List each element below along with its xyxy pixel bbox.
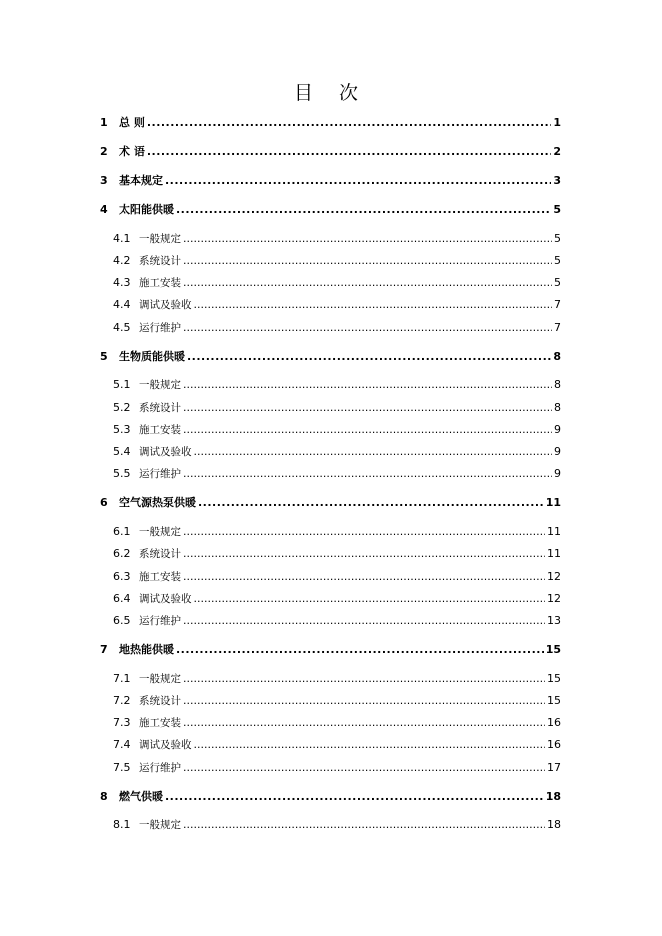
toc-entry-section[interactable]: [113, 524, 561, 540]
toc-entry-section[interactable]: [113, 444, 561, 460]
toc-entry-section[interactable]: [113, 613, 561, 629]
dot-leader: [194, 297, 553, 313]
dot-leader: [183, 275, 552, 291]
entry-number: 6.2: [113, 547, 131, 560]
dot-leader: [183, 569, 545, 585]
entry-page-number: 5: [554, 232, 561, 245]
page-title: 目 次: [293, 82, 369, 104]
toc-entry-section[interactable]: [113, 546, 561, 562]
toc-entry-section[interactable]: [113, 817, 561, 833]
toc-entry-section[interactable]: [113, 569, 561, 585]
toc-entry-section[interactable]: [113, 231, 561, 247]
dot-leader: [187, 349, 551, 365]
entry-number: 5.2: [113, 401, 131, 414]
entry-title: 施工安装: [139, 424, 181, 436]
dot-leader: [183, 546, 545, 562]
entry-page-number: 7: [554, 321, 561, 334]
entry-title: 调试及验收: [139, 593, 192, 605]
entry-number: 7.5: [113, 761, 131, 774]
toc-entry-section[interactable]: [113, 275, 561, 291]
entry-number: 7.3: [113, 716, 131, 729]
dot-leader: [183, 671, 545, 687]
entry-title: 运行维护: [139, 762, 181, 774]
dot-leader: [198, 495, 544, 511]
entry-title: 调试及验收: [139, 739, 192, 751]
entry-page-number: 2: [553, 145, 561, 158]
entry-page-number: 15: [545, 643, 561, 656]
entry-page-number: 11: [547, 547, 561, 560]
dot-leader: [147, 144, 552, 160]
entry-number: 7.1: [113, 672, 131, 685]
toc-entry-section[interactable]: [113, 693, 561, 709]
entry-page-number: 13: [547, 614, 561, 627]
entry-page-number: 11: [547, 525, 561, 538]
entry-number: 8.1: [113, 818, 131, 831]
toc-entry-chapter[interactable]: [100, 115, 561, 131]
entry-number: 5.4: [113, 445, 131, 458]
toc-entry-chapter[interactable]: [100, 349, 561, 365]
toc-entry-section[interactable]: [113, 737, 561, 753]
entry-number: 6.4: [113, 592, 131, 605]
entry-number: 6.5: [113, 614, 131, 627]
entry-title: 空气源热泵供暖: [119, 496, 196, 509]
entry-title: 系统设计: [139, 548, 181, 560]
dot-leader: [183, 231, 552, 247]
toc-entry-section[interactable]: [113, 377, 561, 393]
entry-page-number: 16: [547, 716, 561, 729]
entry-title: 运行维护: [139, 322, 181, 334]
toc-entry-section[interactable]: [113, 591, 561, 607]
toc-entry-section[interactable]: [113, 422, 561, 438]
entry-number: 5: [100, 350, 108, 363]
entry-number: 7: [100, 643, 108, 656]
entry-number: 5.3: [113, 423, 131, 436]
entry-page-number: 7: [554, 298, 561, 311]
entry-number: 4.1: [113, 232, 131, 245]
toc-entry-section[interactable]: [113, 253, 561, 269]
entry-page-number: 8: [553, 350, 561, 363]
entry-page-number: 18: [547, 818, 561, 831]
dot-leader: [183, 760, 545, 776]
entry-page-number: 9: [554, 467, 561, 480]
entry-title: 施工安装: [139, 277, 181, 289]
entry-page-number: 8: [554, 378, 561, 391]
toc-entry-chapter[interactable]: [100, 789, 561, 805]
toc-entry-section[interactable]: [113, 466, 561, 482]
dot-leader: [176, 642, 544, 658]
dot-leader: [183, 377, 552, 393]
toc-entry-chapter[interactable]: [100, 642, 561, 658]
entry-number: 5.5: [113, 467, 131, 480]
entry-number: 4.4: [113, 298, 131, 311]
entry-title: 一般规定: [139, 673, 181, 685]
entry-number: 4: [100, 203, 108, 216]
entry-title: 一般规定: [139, 233, 181, 245]
entry-number: 4.5: [113, 321, 131, 334]
toc-entry-section[interactable]: [113, 715, 561, 731]
entry-title: 运行维护: [139, 468, 181, 480]
entry-number: 6.3: [113, 570, 131, 583]
entry-page-number: 8: [554, 401, 561, 414]
dot-leader: [183, 524, 545, 540]
toc-entry-section[interactable]: [113, 320, 561, 336]
entry-page-number: 16: [547, 738, 561, 751]
dot-leader: [183, 253, 552, 269]
dot-leader: [194, 737, 546, 753]
entry-title: 一般规定: [139, 819, 181, 831]
entry-title: 太阳能供暖: [119, 203, 174, 216]
entry-number: 6.1: [113, 525, 131, 538]
entry-page-number: 12: [547, 570, 561, 583]
entry-page-number: 5: [554, 276, 561, 289]
entry-title: 调试及验收: [139, 299, 192, 311]
dot-leader: [183, 422, 552, 438]
entry-title: 系统设计: [139, 402, 181, 414]
dot-leader: [183, 693, 545, 709]
entry-number: 3: [100, 174, 108, 187]
entry-page-number: 18: [545, 790, 561, 803]
dot-leader: [194, 444, 553, 460]
entry-number: 7.4: [113, 738, 131, 751]
entry-number: 4.2: [113, 254, 131, 267]
entry-title: 总 则: [119, 116, 145, 129]
entry-title: 调试及验收: [139, 446, 192, 458]
entry-title: 施工安装: [139, 571, 181, 583]
entry-title: 系统设计: [139, 695, 181, 707]
dot-leader: [194, 591, 546, 607]
dot-leader: [183, 613, 545, 629]
entry-number: 7.2: [113, 694, 131, 707]
dot-leader: [165, 173, 551, 189]
dot-leader: [176, 202, 551, 218]
dot-leader: [165, 789, 544, 805]
dot-leader: [183, 400, 552, 416]
entry-title: 基本规定: [119, 174, 163, 187]
toc-entry-section[interactable]: [113, 671, 561, 687]
entry-page-number: 11: [545, 496, 561, 509]
entry-number: 8: [100, 790, 108, 803]
entry-title: 系统设计: [139, 255, 181, 267]
toc-entry-chapter[interactable]: [100, 495, 561, 511]
entry-title: 术 语: [119, 145, 145, 158]
dot-leader: [183, 817, 545, 833]
entry-title: 运行维护: [139, 615, 181, 627]
entry-number: 5.1: [113, 378, 131, 391]
entry-page-number: 15: [547, 694, 561, 707]
entry-number: 6: [100, 496, 108, 509]
entry-page-number: 5: [553, 203, 561, 216]
entry-number: 2: [100, 145, 108, 158]
entry-title: 施工安装: [139, 717, 181, 729]
dot-leader: [147, 115, 552, 131]
entry-page-number: 5: [554, 254, 561, 267]
entry-title: 一般规定: [139, 526, 181, 538]
entry-page-number: 15: [547, 672, 561, 685]
entry-page-number: 9: [554, 445, 561, 458]
entry-title: 生物质能供暖: [119, 350, 185, 363]
toc-entry-section[interactable]: [113, 760, 561, 776]
entry-page-number: 12: [547, 592, 561, 605]
toc-entry-section[interactable]: [113, 400, 561, 416]
entry-page-number: 17: [547, 761, 561, 774]
entry-title: 地热能供暖: [119, 643, 174, 656]
toc-entry-section[interactable]: [113, 297, 561, 313]
entry-page-number: 9: [554, 423, 561, 436]
toc-entry-chapter[interactable]: [100, 144, 561, 160]
toc-entry-chapter[interactable]: [100, 202, 561, 218]
entry-page-number: 3: [553, 174, 561, 187]
toc-entry-chapter[interactable]: [100, 173, 561, 189]
dot-leader: [183, 715, 545, 731]
dot-leader: [183, 466, 552, 482]
entry-title: 一般规定: [139, 379, 181, 391]
entry-page-number: 1: [553, 116, 561, 129]
dot-leader: [183, 320, 552, 336]
entry-number: 4.3: [113, 276, 131, 289]
entry-title: 燃气供暖: [119, 790, 163, 803]
entry-number: 1: [100, 116, 108, 129]
